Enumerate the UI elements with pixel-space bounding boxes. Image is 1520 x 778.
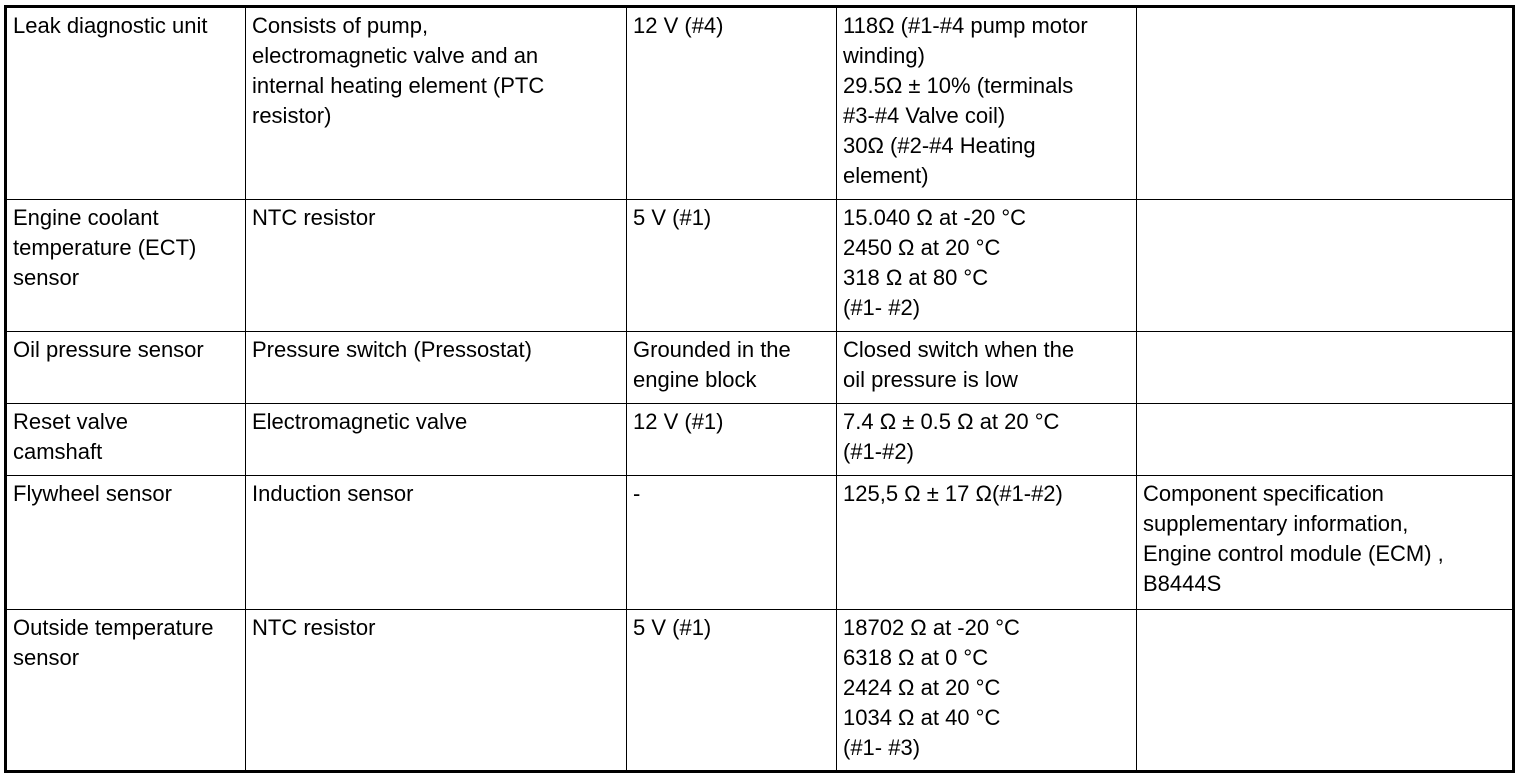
- component-spec-table: [4, 5, 1515, 773]
- supply-cell: [627, 200, 837, 332]
- reference-cell: [1137, 200, 1514, 332]
- cell-text-line: Component specification: [1143, 481, 1384, 506]
- cell-text-line: 118Ω (#1-#4 pump motor: [843, 13, 1088, 38]
- cell-text-line: 15.040 Ω at -20 °C: [843, 205, 1027, 230]
- value-cell: [837, 610, 1137, 772]
- component-cell: [6, 610, 246, 772]
- cell-text-line: sensor: [13, 265, 80, 290]
- supply-cell: [627, 610, 837, 772]
- type-cell: [246, 610, 627, 772]
- value-cell: [837, 7, 1137, 200]
- cell-text-line: 30Ω (#2-#4 Heating: [843, 133, 1036, 158]
- cell-text-line: 12 V (#1): [633, 409, 724, 434]
- cell-text-line: Engine coolant: [13, 205, 159, 230]
- cell-text-line: Induction sensor: [252, 481, 414, 506]
- table-row: [6, 332, 1514, 404]
- cell-text-line: 318 Ω at 80 °C: [843, 265, 989, 290]
- cell-text-line: 12 V (#4): [633, 13, 724, 38]
- cell-text-line: Grounded in the: [633, 337, 791, 362]
- table-row: [6, 476, 1514, 610]
- cell-text-line: (#1-#2): [843, 439, 914, 464]
- cell-text-line: Leak diagnostic unit: [13, 13, 208, 38]
- supply-cell: [627, 404, 837, 476]
- reference-cell: [1137, 610, 1514, 772]
- supply-cell: [627, 7, 837, 200]
- reference-cell: [1137, 404, 1514, 476]
- cell-text-line: B8444S: [1143, 571, 1222, 596]
- cell-text-line: Pressure switch (Pressostat): [252, 337, 532, 362]
- cell-text-line: sensor: [13, 645, 80, 670]
- reference-cell: [1137, 7, 1514, 200]
- cell-text-line: Consists of pump,: [252, 13, 429, 38]
- cell-text-line: 6318 Ω at 0 °C: [843, 645, 989, 670]
- cell-text-line: NTC resistor: [252, 615, 376, 640]
- cell-text-line: 18702 Ω at -20 °C: [843, 615, 1020, 640]
- cell-text-line: camshaft: [13, 439, 103, 464]
- cell-text-line: 29.5Ω ± 10% (terminals: [843, 73, 1074, 98]
- type-cell: [246, 7, 627, 200]
- cell-text-line: winding): [843, 43, 925, 68]
- cell-text-line: Closed switch when the: [843, 337, 1075, 362]
- cell-text-line: Engine control module (ECM) ,: [1143, 541, 1444, 566]
- component-cell: [6, 7, 246, 200]
- cell-text-line: -: [633, 481, 641, 506]
- table-row: [6, 610, 1514, 772]
- cell-text-line: NTC resistor: [252, 205, 376, 230]
- cell-text-line: Electromagnetic valve: [252, 409, 468, 434]
- cell-text-line: internal heating element (PTC: [252, 73, 545, 98]
- cell-text-line: 2450 Ω at 20 °C: [843, 235, 1001, 260]
- cell-text-line: 2424 Ω at 20 °C: [843, 675, 1001, 700]
- cell-text-line: 7.4 Ω ± 0.5 Ω at 20 °C: [843, 409, 1060, 434]
- cell-text-line: oil pressure is low: [843, 367, 1018, 392]
- table-row: [6, 404, 1514, 476]
- cell-text-line: 125,5 Ω ± 17 Ω(#1-#2): [843, 481, 1063, 506]
- cell-text-line: Reset valve: [13, 409, 128, 434]
- component-cell: [6, 200, 246, 332]
- type-cell: [246, 476, 627, 610]
- cell-text-line: temperature (ECT): [13, 235, 197, 260]
- value-cell: [837, 404, 1137, 476]
- cell-text-line: Outside temperature: [13, 615, 214, 640]
- cell-text-line: Oil pressure sensor: [13, 337, 204, 362]
- cell-text-line: #3-#4 Valve coil): [843, 103, 1006, 128]
- value-cell: [837, 332, 1137, 404]
- reference-cell: [1137, 476, 1514, 610]
- cell-text-line: electromagnetic valve and an: [252, 43, 539, 68]
- component-cell: [6, 332, 246, 404]
- type-cell: [246, 332, 627, 404]
- cell-text-line: Flywheel sensor: [13, 481, 172, 506]
- cell-text-line: (#1- #3): [843, 735, 921, 760]
- cell-text-line: 5 V (#1): [633, 615, 712, 640]
- table-row: [6, 200, 1514, 332]
- component-cell: [6, 404, 246, 476]
- value-cell: [837, 476, 1137, 610]
- reference-cell: [1137, 332, 1514, 404]
- spec-table-body: [6, 7, 1514, 772]
- cell-text-line: resistor): [252, 103, 332, 128]
- cell-text-line: 1034 Ω at 40 °C: [843, 705, 1001, 730]
- cell-text-line: 5 V (#1): [633, 205, 712, 230]
- cell-text-line: (#1- #2): [843, 295, 921, 320]
- cell-text-line: engine block: [633, 367, 757, 392]
- component-cell: [6, 476, 246, 610]
- type-cell: [246, 200, 627, 332]
- value-cell: [837, 200, 1137, 332]
- cell-text-line: element): [843, 163, 929, 188]
- type-cell: [246, 404, 627, 476]
- supply-cell: [627, 332, 837, 404]
- supply-cell: [627, 476, 837, 610]
- cell-text-line: supplementary information,: [1143, 511, 1409, 536]
- table-row: [6, 7, 1514, 200]
